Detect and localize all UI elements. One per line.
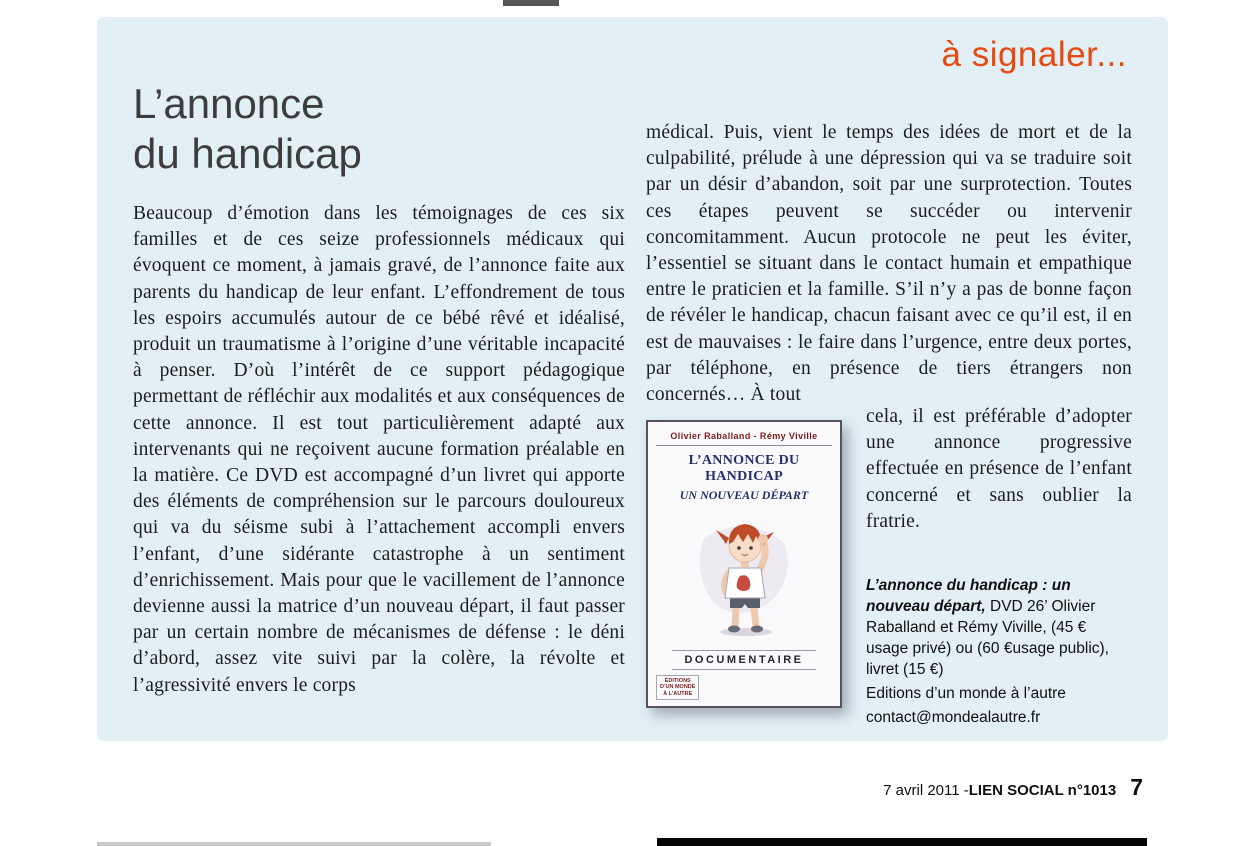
dvd-publisher-line3: À L’AUTRE	[663, 690, 693, 697]
caption-publisher: Editions d’un monde à l’autre	[866, 685, 1066, 703]
scan-artifact-top	[503, 0, 559, 6]
caption-details: DVD 26’ Olivier Raballand et Rémy Viville, (45 € usage privé) ou (60 €usage public), livret (15 €)	[866, 598, 1109, 679]
dvd-cover	[646, 420, 852, 728]
section-label: à signaler...	[941, 35, 1127, 74]
dvd-publisher-logo	[656, 675, 699, 701]
footer-magazine: LIEN SOCIAL n°1013	[968, 782, 1117, 799]
dvd-title: L’ANNONCE DU HANDICAP	[688, 453, 800, 484]
page-footer	[883, 774, 1143, 801]
dvd-caption	[866, 575, 1132, 728]
article-title	[133, 79, 362, 179]
dvd-genre: DOCUMENTAIRE	[672, 650, 816, 670]
caption-main	[866, 575, 1132, 680]
dvd-publisher-line2: D’UN MONDE	[660, 684, 696, 690]
article-title-line2: du handicap	[133, 130, 362, 177]
dvd-publisher-line1: ÉDITIONS	[664, 677, 691, 684]
article-right-side	[852, 404, 1132, 728]
dvd-case	[646, 420, 842, 708]
footer-page-number: 7	[1130, 774, 1143, 800]
footer-date: 7 avril 2011 -	[883, 782, 969, 799]
scan-artifact-bottom-left	[97, 842, 491, 846]
dvd-authors: Olivier Raballand - Rémy Viville	[656, 431, 832, 446]
article-title-line1: L’annonce	[133, 80, 325, 127]
article-column-right: médical. Puis, vient le temps des idées de mort et de la culpabilité, prélude à une dépression qui va se traduire soit par un désir d’abandon, soit par une surprotection. Toutes ces étapes peuvent se succéder ou intervenir concomitamment. Aucun protocole ne peut les éviter, l’essentiel se situant dans le contact humain et empathique entre le praticien et la famille. S’il n’y a pas de bonne façon de révéler le handicap, chacun faisant avec ce qu’il est, il en est de mauvaises : le faire dans l’urgence, entre deux portes, par téléphone, en présence de tiers étrangers non concernés… À tout	[646, 122, 1132, 406]
caption-email: contact@mondealautre.fr	[866, 709, 1041, 727]
article-card	[97, 17, 1168, 741]
scan-artifact-bottom-right	[657, 838, 1147, 846]
article-wrap-text: cela, il est préférable d’adopter une annonce progressive effectuée en présence de l’enfant concerné et sans oublier la fratrie.	[866, 406, 1132, 532]
article-right-bottom	[646, 404, 1132, 728]
dvd-subtitle: UN NOUVEAU DÉPART	[679, 488, 809, 502]
child-illustration	[683, 508, 805, 640]
article-column-left: Beaucoup d’émotion dans les témoignages de ces six familles et de ces seize professionnels médicaux qui évoquent ce moment, à jamais gravé, de l’annonce faite aux parents du handicap de leur enfant. L’effondrement de tous les espoirs accumulés autour de ce bébé rêvé et idéalisé, produit un traumatisme à l’origine d’une véritable incapacité à penser. D’où l’intérêt de ce support pédagogique permettant de réfléchir aux modalités et aux conséquences de cette annonce. Il est tout particulièrement adapté aux intervenants qui ne reçoivent aucune formation préalable en la matière. Ce DVD est accompagné d’un livret qui apporte des éléments de compréhension sur le parcours douloureux qui va du séisme subi à l’attachement accompli envers l’enfant, d’une sidérante catastrophe à un sentiment d’enrichissement. Mais pour que le vacillement de l’annonce devienne aussi la matrice d’un nouveau départ, il faut passer par un certain nombre de mécanismes de défense : le déni d’abord, assez vite suivi par la colère, la révolte et l’agressivité envers le corps	[133, 203, 625, 696]
caption-title: L’annonce du handicap : un nouveau départ,	[866, 577, 1071, 616]
